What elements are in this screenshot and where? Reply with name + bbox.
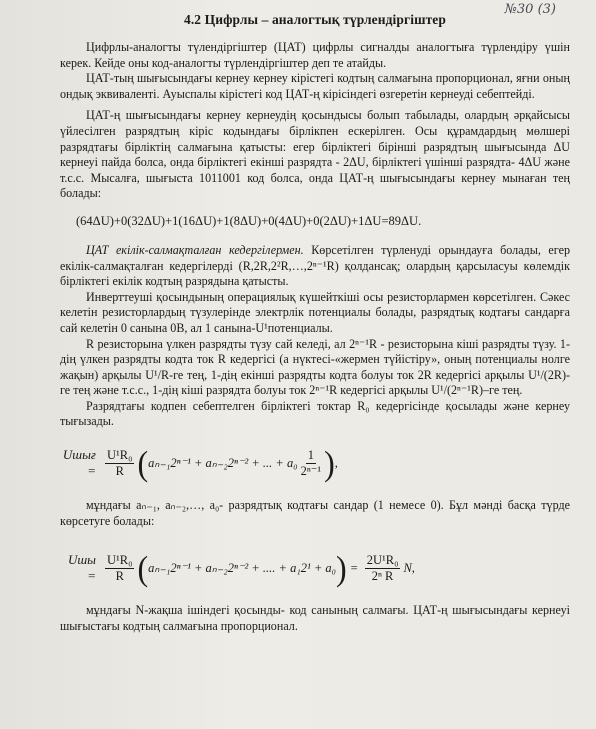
equation-tail: , xyxy=(334,455,338,470)
equation2-denominator: R xyxy=(115,568,124,583)
fraction-denominator: R xyxy=(115,463,124,478)
paragraph-voltage-sum: ЦАТ-ң шығысындағы кернеу кернеудің қосындысы болып табылады, олардың әрқайсысы үйлесілген разрядтың кіріс кодындағы бірлікпен ескерілген. Осы құрамдардың мөлшері разрядтағы бірліктің салмағына қатысты: егер бірліктегі бірінші разрядтың шығысында ΔU кернеуі пайда болса, онда бірліктегі екінші разрядта - 2ΔU, бірліктегі үшінші разрядта- 4ΔU және т.с.с. Мысалға, шығыста 1011001 код болса, онда ЦАТ-ң шығысындағы кернеу мынаған тең болады: xyxy=(60,108,570,201)
equation2-sum: aₙ₋₁2ⁿ⁻¹ + aₙ₋₂2ⁿ⁻² + .... + a₁2¹ + a₀ xyxy=(148,561,336,576)
subsection-heading: ЦАТ екілік-салмақталған кедергілермен. xyxy=(86,242,304,257)
equation-inner-fraction xyxy=(301,448,322,479)
handwritten-note: №30 (3) xyxy=(504,2,556,17)
inner-denominator: 2ⁿ⁻¹ xyxy=(300,463,322,478)
equation-output-voltage: Uшығ = $\frac{\text{U¹R₀}}{R}$ ( aₙ₋₁2ⁿ⁻¹ + aₙ₋₂2ⁿ⁻² + ... + a₀ $\frac{1}{\text{2ⁿ⁻¹}}$ ) , xyxy=(60,434,570,492)
equation2-right-fraction xyxy=(365,553,401,584)
inner-numerator: 1 xyxy=(307,447,314,462)
paragraph-weighted-resistors xyxy=(60,243,570,290)
equation2-right-numerator: 2U¹R₀ xyxy=(366,552,399,567)
equation2-right-denominator: 2ⁿ R xyxy=(371,568,394,583)
paragraph-opamp: Инверттеуші қосындының операциялық күшейткіші осы резисторлармен көрсетілген. Сәкес келетін резисторлардың түзулерінде электрлік потенциалы болады, разрядтық кодтағы сандарға сай келетін 0 санына 0В, ал 1 санына-U¹потенциалы. xyxy=(60,289,570,335)
paragraph-currents: R резисторына үлкен разрядты түзу сай келеді, ал 2ⁿ⁻¹R - резисторына кіші разрядты түзу. 1-дің үлкен разрядты кодта ток R кедергісі (а нүктесі-«жермен түйістіру», оның потенциалы нолге жақын) арқылы U¹/R-ге тең, 1-дің екінші разрядты кодта болуы ток 2R кедергісі арқылы U¹/(2R)-ге тең және т.с.с., 1-дің кіші разрядта болуы ток 2ⁿ⁻¹R кедергісі арқылы U¹/(2ⁿ⁻¹R)–ге тең. xyxy=(60,336,570,398)
equation2-numerator: U¹R₀ xyxy=(107,552,133,567)
equation-sum: aₙ₋₁2ⁿ⁻¹ + aₙ₋₂2ⁿ⁻² + ... + a₀ xyxy=(148,456,298,471)
equation-fraction xyxy=(105,448,134,479)
paragraph-conclusion: мұндағы N-жақша ішіндегі қосынды- код санының салмағы. ЦАТ-ң шығысындағы кернеуі шығыстағы кодтың салмағына пропорционал. xyxy=(60,603,570,633)
paragraph-coefficients: мұндағы aₙ₋₁, aₙ₋₂,…, a₀- разрядтық кодтағы сандар (1 немесе 0). Бұл мәнді басқа түрде көрсетуге болады: xyxy=(60,498,570,528)
paragraph-output-voltage: ЦАТ-тың шығысындағы кернеу кернеу кірістегі кодтың салмағына пропорционал, яғни оның ондық эквиваленті. Ауыспалы кірістегі код ЦАТ-ң кірісіндегі өзгеретін кернеуді себептейді. xyxy=(60,71,570,101)
equation2-lhs: Uшы = xyxy=(67,552,96,584)
equation2-equals: = xyxy=(350,560,358,575)
section-title: 4.2 Цифрлы – аналогтық түрлендіргіштер xyxy=(183,12,447,27)
equation-weight: Uшы = $\frac{\text{U¹R₀}}{R}$ ( aₙ₋₁2ⁿ⁻¹ + aₙ₋₂2ⁿ⁻² + .... + a₁2¹ + a₀ ) = $\frac{\text{2U¹R₀}}{\text{2ⁿ R}}$ N, xyxy=(60,539,570,597)
equation2-tail: N, xyxy=(403,560,415,575)
fraction-numerator: U¹R₀ xyxy=(107,447,133,462)
paragraph-weighted-resistors-text: Көрсетілген түрленуді орындауға болады, егер екілік-салмақталған кедергілерді (R,2R,2²R,…,2ⁿ⁻¹R) қолдансақ; олардың қарсыласуы көлемдік бірліктегі екілік кодтың разрядына қатысты. xyxy=(60,242,570,289)
paragraph-intro: Цифрлы-аналогты түлендіргіштер (ЦАТ) цифрлы сигналды аналогтыға түрлендіру үшін керек. Кейде оны код-аналогты түрлендіргіштер деп те атайды. xyxy=(60,40,570,70)
equation-lhs: Uшығ = xyxy=(62,447,96,479)
example-formula: (64ΔU)+0(32ΔU)+1(16ΔU)+1(8ΔU)+0(4ΔU)+0(2ΔU)+1ΔU=89ΔU. xyxy=(76,213,422,228)
paragraph-summing: Разрядтағы кодпен себептелген бірліктегі токтар R₀ кедергісінде қосылады және кернеу тығызады. xyxy=(60,398,570,429)
equation2-fraction xyxy=(105,553,134,584)
